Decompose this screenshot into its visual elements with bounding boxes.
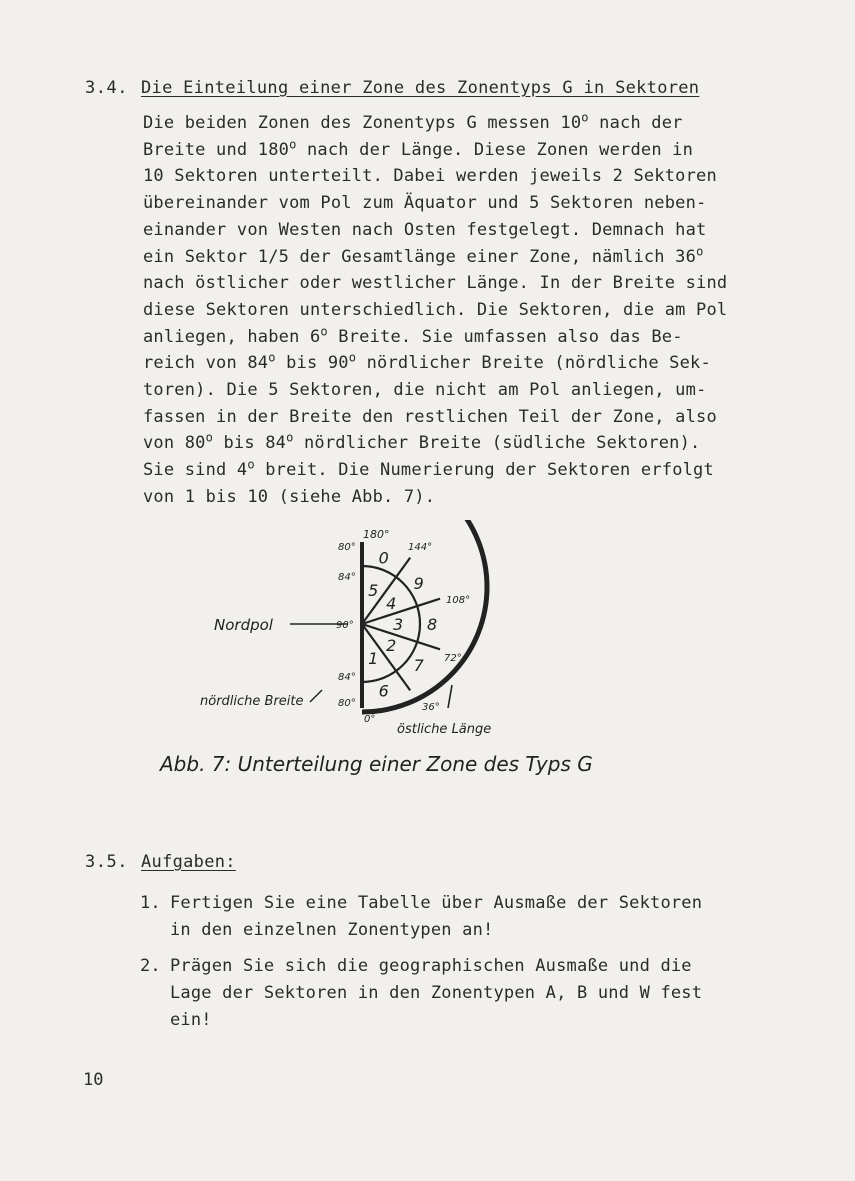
degree-mark: o — [247, 457, 255, 472]
text-run: nördlicher Breite (nördliche Sek- — [356, 353, 711, 374]
body-line — [143, 137, 763, 164]
text-run: von 1 bis 10 (siehe Abb. 7). — [143, 486, 436, 507]
body-line — [143, 110, 763, 137]
sector-number: 7 — [413, 656, 424, 676]
figure-caption: Abb. 7: Unterteilung einer Zone des Typs G — [160, 752, 593, 776]
body-line — [143, 457, 763, 484]
sector-number: 4 — [386, 593, 397, 613]
sector-number: 6 — [378, 681, 389, 701]
lat-top-80: 80° — [338, 542, 356, 553]
lon-108: 108° — [446, 595, 471, 606]
degree-mark: o — [289, 137, 297, 152]
section-title: Die Einteilung einer Zone des Zonentyps G in Sektoren — [141, 78, 700, 98]
body-line — [143, 244, 763, 271]
text-run: Sie sind 4 — [143, 460, 248, 481]
sector-number: 9 — [413, 573, 424, 593]
degree-mark: o — [320, 323, 328, 338]
body-line — [143, 377, 763, 404]
sector-number: 3 — [393, 615, 404, 634]
label-breite: nördliche Breite — [200, 694, 304, 709]
label-laenge: östliche Länge — [397, 722, 492, 737]
task-line: Fertigen Sie eine Tabelle über Ausmaße der Sektoren — [170, 893, 703, 913]
text-run: von 80 — [143, 433, 206, 454]
lon-72: 72° — [444, 653, 462, 664]
text-run: nach östlicher oder westlicher Länge. In der Breite sind — [143, 273, 728, 294]
label-nordpol: Nordpol — [214, 616, 273, 634]
body-line — [143, 297, 763, 324]
task-line: in den einzelnen Zonentypen an! — [170, 920, 494, 940]
text-run: bis 84 — [213, 433, 287, 454]
sector-number: 2 — [386, 636, 397, 656]
lat-bot-80: 80° — [338, 698, 356, 709]
lon-144: 144° — [408, 542, 433, 553]
body-line — [143, 217, 763, 244]
body-line — [143, 350, 763, 377]
section-number: 3.5. — [85, 852, 128, 872]
page-number: 10 — [83, 1070, 104, 1090]
degree-mark: o — [348, 350, 357, 365]
text-run: nach der Länge. Diese Zonen werden in — [296, 139, 694, 160]
text-run: reich von 84 — [143, 353, 269, 374]
body-line — [143, 404, 763, 431]
text-run: ein Sektor 1/5 der Gesamtlänge einer Zone, nämlich 36 — [143, 246, 697, 267]
task-index: 2. — [140, 956, 161, 976]
sector-numbers — [368, 548, 437, 700]
laenge-pointer — [448, 685, 452, 708]
text-run: Breite und 180 — [143, 139, 290, 160]
text-run: breit. Die Numerierung der Sektoren erfolgt — [254, 460, 714, 481]
task-line: Prägen Sie sich die geographischen Ausmaße und die — [170, 956, 692, 976]
lat-top-84: 84° — [338, 572, 356, 583]
degree-mark: o — [286, 430, 294, 445]
degree-mark: o — [205, 430, 214, 445]
lat-bot-84: 84° — [338, 672, 356, 683]
task-line: ein! — [170, 1010, 212, 1030]
lon-0: 0° — [364, 714, 376, 725]
section-body — [143, 110, 763, 511]
text-run: übereinander vom Pol zum Äquator und 5 Sektoren neben- — [143, 193, 707, 214]
sector-number: 1 — [368, 649, 379, 669]
lat-mid-90: 90° — [336, 620, 354, 631]
task-item — [140, 890, 703, 944]
text-run: fassen in der Breite den restlichen Teil der Zone, also — [143, 406, 717, 427]
text-run: anliegen, haben 6 — [143, 326, 321, 347]
text-run: einander von Westen nach Osten festgelegt. Demnach hat — [143, 219, 707, 240]
body-line — [143, 270, 763, 297]
degree-mark: o — [581, 110, 589, 125]
body-line — [143, 163, 763, 190]
lon-180: 180° — [363, 528, 390, 541]
section-title: Aufgaben: — [141, 852, 236, 872]
text-run: bis 90 — [275, 353, 349, 374]
degree-mark: o — [696, 243, 704, 258]
text-run: toren). Die 5 Sektoren, die nicht am Pol anliegen, um- — [143, 380, 707, 401]
text-run: diese Sektoren unterschiedlich. Die Sektoren, die am Pol — [143, 299, 728, 320]
task-index: 1. — [140, 893, 161, 913]
text-run: 10 Sektoren unterteilt. Dabei werden jeweils 2 Sektoren — [143, 166, 717, 187]
degree-mark: o — [268, 350, 276, 365]
section-number: 3.4. — [85, 78, 128, 98]
task-item — [140, 953, 703, 1034]
sector-number: 5 — [368, 580, 379, 600]
sector-number: 0 — [378, 548, 389, 568]
task-line: Lage der Sektoren in den Zonentypen A, B und W fest — [170, 983, 703, 1003]
body-line — [143, 430, 763, 457]
text-run: nördlicher Breite (südliche Sektoren). — [293, 433, 701, 454]
text-run: Die beiden Zonen des Zonentyps G messen 10 — [143, 113, 582, 133]
body-line — [143, 190, 763, 217]
sector-number: 8 — [427, 615, 438, 634]
body-line — [143, 324, 763, 351]
text-run: nach der — [588, 113, 683, 133]
body-line — [143, 484, 763, 511]
breite-pointer — [310, 690, 322, 702]
lon-36: 36° — [422, 702, 440, 713]
zone-sector-diagram — [190, 520, 510, 750]
text-run: Breite. Sie umfassen also das Be- — [327, 326, 683, 347]
